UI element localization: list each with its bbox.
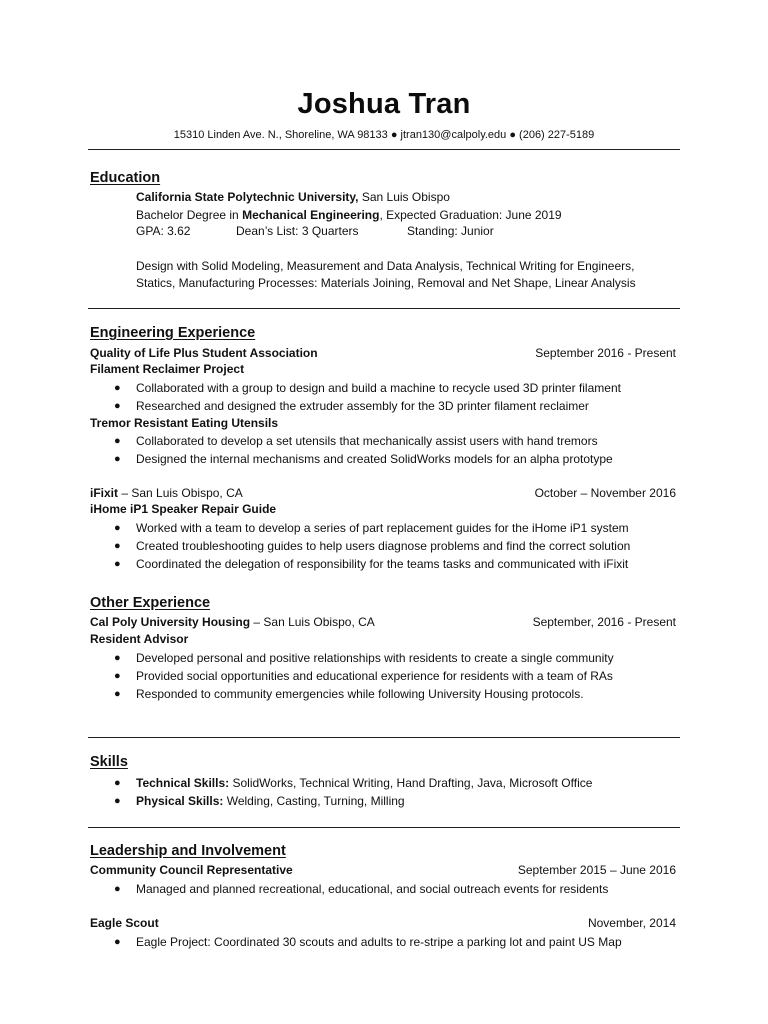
degree-line bbox=[136, 208, 562, 223]
role-resident-advisor: Resident Advisor bbox=[90, 632, 189, 646]
standing: Standing: Junior bbox=[407, 224, 494, 238]
coursework-line-1: Design with Solid Modeling, Measurement and Data Analysis, Technical Writing for Engineers, bbox=[136, 259, 635, 273]
divider bbox=[88, 149, 680, 150]
skills-heading: Skills bbox=[90, 754, 128, 770]
org-housing-line bbox=[90, 615, 375, 630]
other-heading: Other Experience bbox=[90, 595, 211, 611]
project-utensils: Tremor Resistant Eating Utensils bbox=[90, 416, 279, 430]
org-qol-plus: Quality of Life Plus Student Association bbox=[90, 346, 318, 360]
org-ifixit-dates: October – November 2016 bbox=[534, 486, 676, 500]
divider bbox=[88, 737, 680, 738]
role-eagle-scout: Eagle Scout bbox=[90, 916, 159, 930]
physical-skills-label: Physical Skills: bbox=[136, 794, 224, 808]
org-ifixit-line bbox=[90, 486, 243, 501]
resume-page: Joshua Tran 15310 Linden Ave. N., Shoreline, WA 98133 ● jtran130@calpoly.edu ● (206) 227-5189 Education California State Polytechnic University, San Luis Obispo Bachelor Degree in Mechanical Engineering, Expected Graduation: June 2019 GPA: 3.62 Dean’s List: 3 Quarters Standing: Junior Design with Solid Modeling, Measurement and Data Analysis, Technical Writing for Engineers, Statics, Manufacturing Processes: Materials Joining, Removal and Net Shape, Linear Analysis Engineering Experience Quality of Life Plus Student Association September 2016 - Present Filament Reclaimer Project ● Collaborated with a group to design and build a machine to recycle used 3D printer filament ● Researched and designed the extruder assembly for the 3D printer filament reclaimer Tremor Resistant Eating Utensils ● Collaborated to develop a set utensils that mechanically assist users with hand tremors ● Designed the internal mechanisms and created SolidWorks models for an alpha prototype iFixit – San Luis Obispo, CA October – November 2016 iHome iP1 Speaker Repair Guide ● Worked with a team to develop a series of part replacement guides for the iHome iP1 system ● Created troubleshooting guides to help users diagnose problems and find the correct solution ● Coordinated the delegation of responsibility for the teams tasks and communicated with iFixit Other Experience Cal Poly University Housing – San Luis Obispo, CA September, 2016 - Present Resident Advisor ● Developed personal and positive relationships with residents to create a single community ● Provided social opportunities and educational experience for residents with a team of RAs ● Responded to community emergencies while following University Housing protocols. Skills ● Technical Skills: SolidWorks, Technical Writing, Hand Drafting, Java, Microsoft Office ● Physical Skills: Welding, Casting, Turning, Milling Leadership and Involvement Community Council Representative September 2015 – June 2016 ● Managed and planned recreational, educational, and social outreach events for residents Eagle Scout November, 2014 ● Eagle Project: Coordinated 30 scouts and adults to re-stripe a parking lot and paint US Map bbox=[0, 0, 768, 1024]
school-line bbox=[136, 190, 450, 205]
role-eagle-scout-dates: November, 2014 bbox=[587, 916, 676, 930]
org-ifixit-location: – San Luis Obispo, CA bbox=[118, 486, 243, 500]
candidate-name: Joshua Tran bbox=[297, 88, 471, 120]
leadership-heading: Leadership and Involvement bbox=[90, 843, 286, 859]
divider bbox=[88, 308, 680, 309]
org-ifixit: iFixit bbox=[90, 486, 119, 500]
school-name: California State Polytechnic University, bbox=[136, 190, 359, 204]
major: Mechanical Engineering bbox=[242, 208, 380, 222]
degree-prefix: Bachelor Degree in bbox=[136, 208, 239, 222]
degree-suffix: , Expected Graduation: June 2019 bbox=[379, 208, 562, 222]
technical-skills-label: Technical Skills: bbox=[136, 776, 230, 790]
technical-skills: SolidWorks, Technical Writing, Hand Drafting, Java, Microsoft Office bbox=[229, 776, 593, 790]
deans-list: Dean’s List: 3 Quarters bbox=[236, 224, 359, 238]
org-qol-plus-dates: September 2016 - Present bbox=[535, 346, 676, 360]
coursework-line-2: Statics, Manufacturing Processes: Materials Joining, Removal and Net Shape, Linear Analysis bbox=[136, 276, 636, 290]
physical-skills: Welding, Casting, Turning, Milling bbox=[223, 794, 405, 808]
school-location: San Luis Obispo bbox=[361, 190, 450, 204]
org-housing: Cal Poly University Housing bbox=[90, 615, 251, 629]
role-community-council-dates: September 2015 – June 2016 bbox=[517, 863, 676, 877]
org-housing-dates: September, 2016 - Present bbox=[532, 615, 676, 629]
role-community-council: Community Council Representative bbox=[90, 863, 293, 877]
engineering-heading: Engineering Experience bbox=[90, 325, 256, 341]
contact-line: 15310 Linden Ave. N., Shoreline, WA 98133 ● jtran130@calpoly.edu ● (206) 227-5189 bbox=[173, 129, 595, 141]
education-heading: Education bbox=[90, 170, 161, 186]
project-ihome-guide: iHome iP1 Speaker Repair Guide bbox=[90, 502, 277, 516]
project-filament-reclaimer: Filament Reclaimer Project bbox=[90, 362, 245, 376]
org-housing-location: – San Luis Obispo, CA bbox=[250, 615, 375, 629]
gpa: GPA: 3.62 bbox=[136, 224, 191, 238]
divider bbox=[88, 827, 680, 828]
